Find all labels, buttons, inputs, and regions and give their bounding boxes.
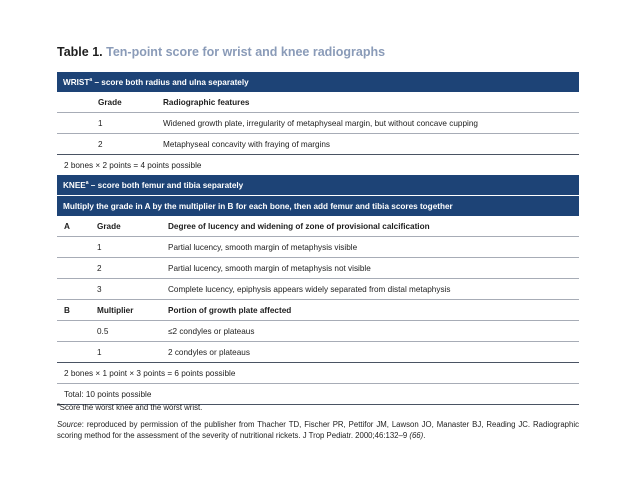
wrist-band	[57, 72, 579, 92]
table-title	[57, 45, 385, 59]
source-note	[57, 419, 579, 441]
knee-b-header-row	[57, 300, 579, 321]
knee-instruction-band	[57, 196, 579, 216]
source-label: Source	[57, 420, 82, 429]
knee-total: 2 bones × 1 point × 3 points = 6 points possible	[64, 369, 236, 378]
source-ref: (66)	[409, 431, 424, 440]
table-caption: Ten-point score for wrist and knee radiographs	[106, 45, 386, 59]
wrist-total-row	[57, 155, 579, 175]
knee-growth-plate-cell: ≤2 condyles or plateaus	[168, 327, 255, 336]
knee-lucency-cell: Partial lucency, smooth margin of metaphysis not visible	[168, 264, 371, 273]
table-label: Table 1.	[57, 45, 103, 59]
wrist-feature-cell: Widened growth plate, irregularity of metaphyseal margin, but without concave cupping	[163, 119, 478, 128]
wrist-band-sup: a	[89, 77, 93, 83]
footnote-text: Score the worst knee and the worst wrist.	[59, 403, 203, 412]
knee-a-header-row	[57, 216, 579, 237]
wrist-features-header: Radiographic features	[163, 98, 250, 107]
score-table	[57, 72, 579, 405]
source-text: : reproduced by permission of the publisher from Thacher TD, Fischer PR, Pettifor JM, Lawson JO, Manaster BJ, Reading JC. Radiographic scoring method for the assessment of the severity of nutritional rickets. J Trop Pediatr. 2000;46:132–9	[57, 420, 579, 440]
knee-band	[57, 175, 579, 195]
knee-band-title: KNEE	[63, 181, 86, 190]
table-row	[57, 113, 579, 134]
knee-grade-cell: 1	[97, 243, 102, 252]
section-b-label: B	[64, 306, 70, 315]
knee-grade-cell: 3	[97, 285, 102, 294]
source-end: .	[423, 431, 426, 440]
knee-grade-header: Grade	[97, 222, 121, 231]
table-row	[57, 258, 579, 279]
table-row	[57, 134, 579, 155]
knee-multiplier-cell: 1	[97, 348, 102, 357]
footnote-sup: a	[57, 402, 60, 408]
wrist-grade-cell: 1	[98, 119, 103, 128]
wrist-header-row	[57, 92, 579, 113]
footnote	[57, 403, 202, 412]
knee-multiplier-header: Multiplier	[97, 306, 134, 315]
wrist-band-title: WRIST	[63, 78, 90, 87]
wrist-band-text: – score both radius and ulna separately	[92, 78, 249, 87]
knee-band-text: – score both femur and tibia separately	[88, 181, 244, 190]
section-a-label: A	[64, 222, 70, 231]
knee-lucency-cell: Complete lucency, epiphysis appears widely separated from distal metaphysis	[168, 285, 451, 294]
grand-total: Total: 10 points possible	[64, 390, 152, 399]
table-row	[57, 237, 579, 258]
knee-lucency-header: Degree of lucency and widening of zone of provisional calcification	[168, 222, 430, 231]
wrist-grade-header: Grade	[98, 98, 122, 107]
table-row	[57, 321, 579, 342]
table-row	[57, 342, 579, 363]
knee-growth-plate-header: Portion of growth plate affected	[168, 306, 292, 315]
table-row	[57, 279, 579, 300]
knee-lucency-cell: Partial lucency, smooth margin of metaphysis visible	[168, 243, 358, 252]
knee-total-row	[57, 363, 579, 384]
knee-band-sup: a	[85, 180, 89, 186]
knee-multiplier-cell: 0.5	[97, 327, 109, 336]
wrist-feature-cell: Metaphyseal concavity with fraying of margins	[163, 140, 331, 149]
wrist-grade-cell: 2	[98, 140, 103, 149]
knee-grade-cell: 2	[97, 264, 102, 273]
grand-total-row	[57, 384, 579, 405]
knee-instruction: Multiply the grade in A by the multiplier in B for each bone, then add femur and tibia scores together	[63, 202, 453, 211]
wrist-total: 2 bones × 2 points = 4 points possible	[64, 161, 202, 170]
knee-growth-plate-cell: 2 condyles or plateaus	[168, 348, 250, 357]
